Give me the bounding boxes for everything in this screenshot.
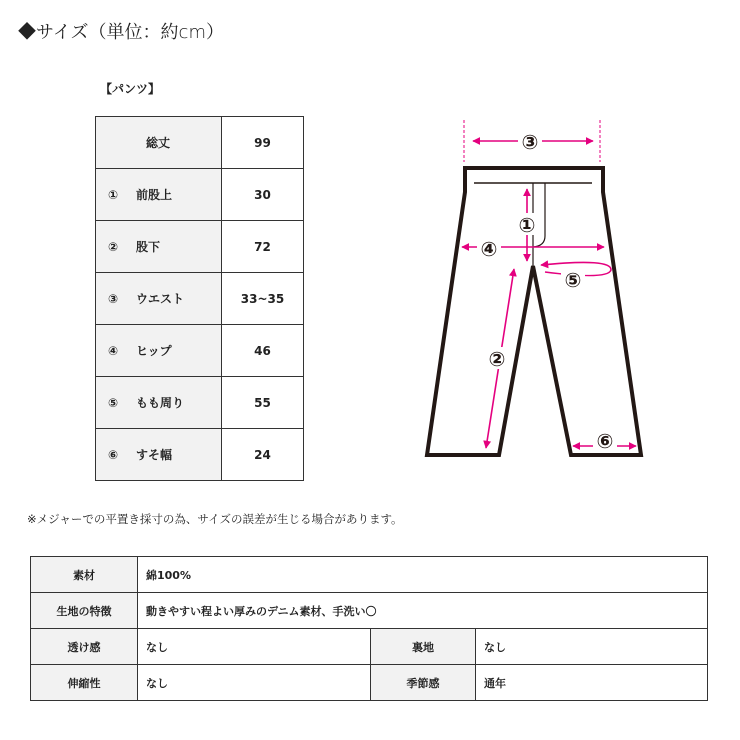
spec-table	[30, 556, 708, 701]
fabric-value: 動きやすい程よい厚みのデニム素材、手洗い〇	[138, 593, 708, 629]
sheer-value: なし	[138, 629, 371, 665]
size-value: 72	[222, 221, 304, 273]
row-number: ③	[108, 292, 119, 306]
size-value: 33~35	[222, 273, 304, 325]
table-row	[31, 629, 708, 665]
table-row	[31, 557, 708, 593]
size-label: 総丈	[145, 136, 170, 150]
table-row	[31, 593, 708, 629]
lining-value: なし	[476, 629, 708, 665]
marker-1: ①	[518, 213, 536, 237]
marker-5: ⑤	[564, 268, 582, 292]
material-value: 綿100%	[138, 557, 708, 593]
section-label: 【パンツ】	[100, 82, 161, 96]
marker-4: ④	[480, 237, 498, 261]
pants-outline	[427, 168, 641, 455]
row-number: ①	[108, 188, 119, 202]
fabric-label: 生地の特徴	[31, 593, 138, 629]
marker-6: ⑥	[596, 429, 614, 453]
row-number: ⑥	[108, 448, 119, 462]
marker-3: ③	[521, 130, 539, 154]
season-label: 季節感	[371, 665, 476, 701]
size-value: 46	[222, 325, 304, 377]
size-value: 24	[222, 429, 304, 481]
size-label: ウエスト	[136, 292, 185, 306]
sheer-label: 透け感	[31, 629, 138, 665]
row-number: ④	[108, 344, 119, 358]
lining-label: 裏地	[371, 629, 476, 665]
row-number: ②	[108, 240, 119, 254]
size-label: ヒップ	[136, 344, 172, 358]
stretch-label: 伸縮性	[31, 665, 138, 701]
size-label: もも周り	[136, 396, 185, 410]
marker-2: ②	[488, 347, 506, 371]
measurement-note: ※メジャーでの平置き採寸の為、サイズの誤差が生じる場合があります。	[27, 512, 403, 526]
stretch-value: なし	[138, 665, 371, 701]
size-label: 前股上	[136, 188, 173, 202]
page-title: ◆サイズ（単位：約cm）	[18, 22, 224, 43]
size-value: 55	[222, 377, 304, 429]
size-label: すそ幅	[136, 448, 173, 462]
material-label: 素材	[31, 557, 138, 593]
size-label: 股下	[136, 240, 161, 254]
size-value: 99	[222, 117, 304, 169]
table-row	[31, 665, 708, 701]
season-value: 通年	[476, 665, 708, 701]
size-value: 30	[222, 169, 304, 221]
row-number: ⑤	[108, 396, 119, 410]
